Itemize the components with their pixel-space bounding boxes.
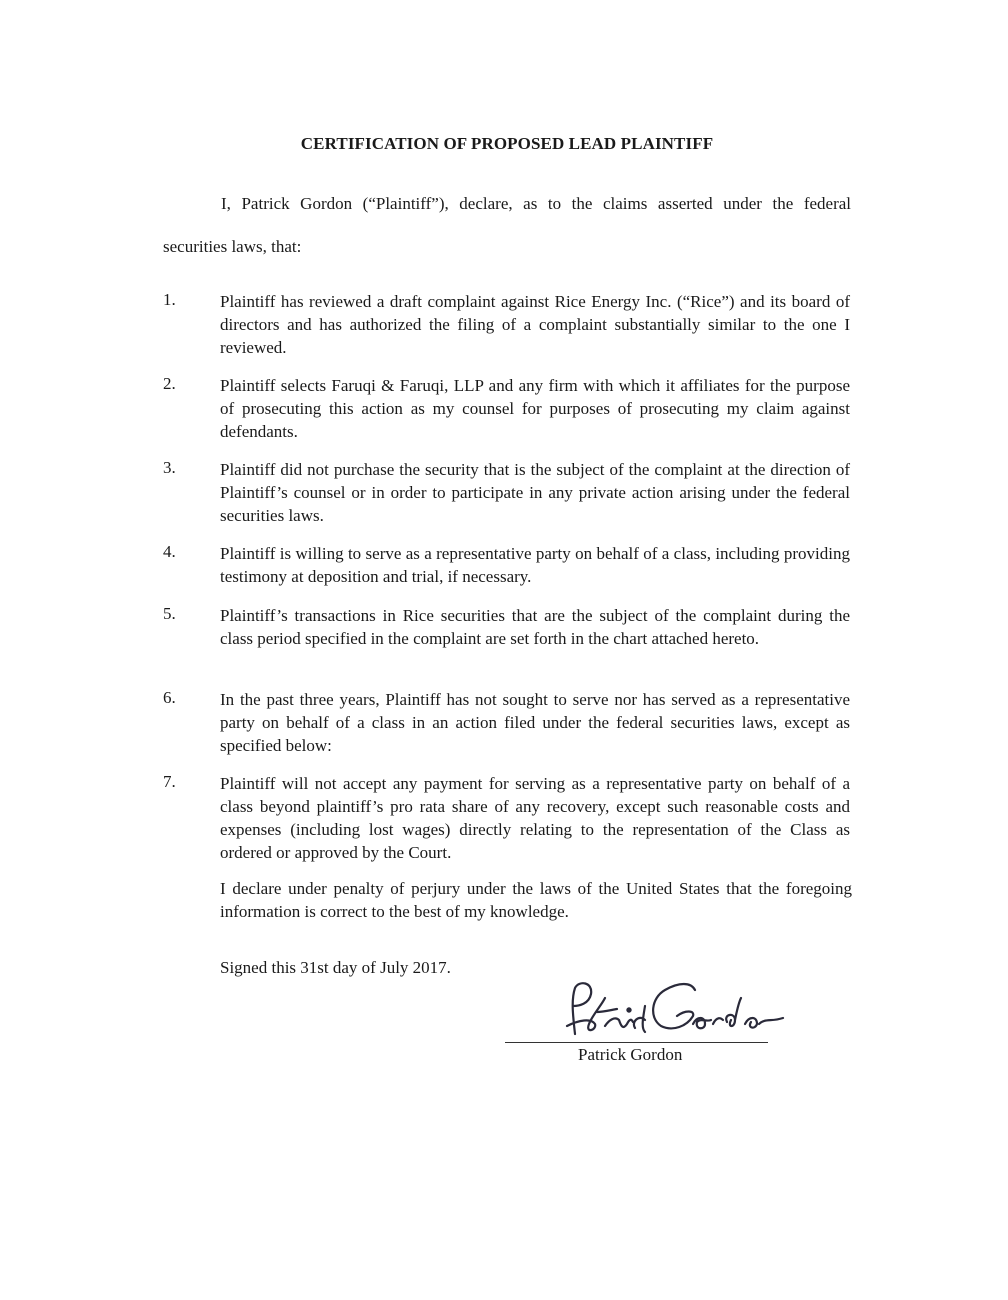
item-text: Plaintiff did not purchase the security that is the subject of the complaint at the direction of Plaintiff’s counsel or in order to participate in any private action arising under the federal securities laws. — [220, 460, 850, 525]
intro-line-2: securities laws, that: — [163, 237, 302, 256]
item-text: Plaintiff’s transactions in Rice securities that are the subject of the complaint during the class period specified in the complaint are set forth in the chart attached hereto. — [220, 606, 850, 648]
item-number: 2. — [163, 374, 176, 393]
signature-block — [505, 976, 775, 1076]
item-text: Plaintiff is willing to serve as a representative party on behalf of a class, including providing testimony at deposition and trial, if necessary. — [220, 544, 850, 586]
handwritten-signature — [545, 976, 785, 1044]
signed-date-line: Signed this 31st day of July 2017. — [220, 958, 451, 977]
item-number: 6. — [163, 688, 176, 707]
perjury-declaration: I declare under penalty of perjury under the laws of the United States that the foregoing information is correct to the best of my knowledge. — [220, 879, 852, 921]
item-number: 1. — [163, 290, 176, 309]
item-number: 7. — [163, 772, 176, 791]
item-text: Plaintiff has reviewed a draft complaint against Rice Energy Inc. (“Rice”) and its board of directors and has authorized the filing of a complaint substantially similar to the one I reviewed. — [220, 292, 850, 357]
item-number: 3. — [163, 458, 176, 477]
item-number: 4. — [163, 542, 176, 561]
item-text: In the past three years, Plaintiff has not sought to serve nor has served as a representative party on behalf of a class in an action filed under the federal securities laws, except as specified below: — [220, 690, 850, 755]
intro-line-1: I, Patrick Gordon (“Plaintiff”), declare, as to the claims asserted under the federal — [221, 194, 851, 213]
signature-line — [505, 1042, 768, 1043]
signer-name: Patrick Gordon — [578, 1045, 683, 1064]
item-text: Plaintiff selects Faruqi & Faruqi, LLP and any firm with which it affiliates for the purpose of prosecuting this action as my counsel for purposes of prosecuting my claim against defendants. — [220, 376, 850, 441]
item-text: Plaintiff will not accept any payment for serving as a representative party on behalf of a class beyond plaintiff’s pro rata share of any recovery, except such reasonable costs and expenses (including lost wages) directly relating to the representation of the Class as ordered or approved by the Court. — [220, 774, 850, 862]
item-number: 5. — [163, 604, 176, 623]
document-title: CERTIFICATION OF PROPOSED LEAD PLAINTIFF — [300, 134, 714, 153]
